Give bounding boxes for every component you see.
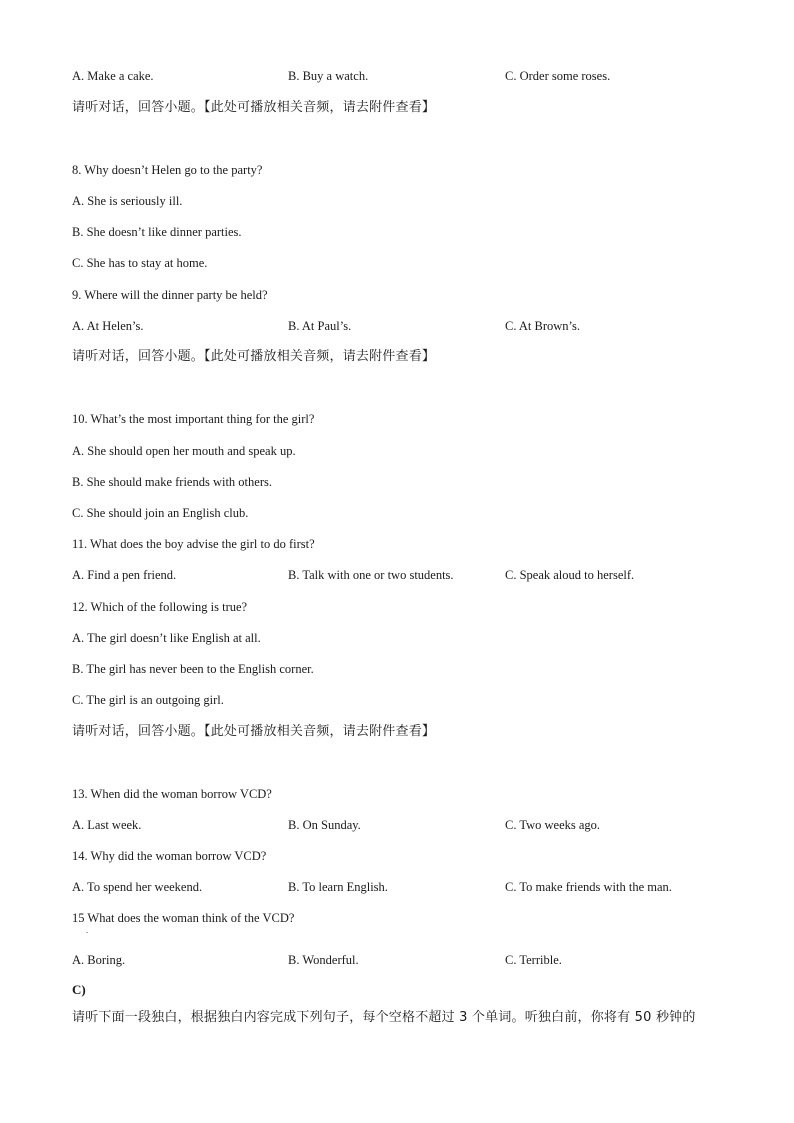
question-9: 9. Where will the dinner party be held? bbox=[72, 288, 268, 302]
section-c-instruction: 请听下面一段独白，根据独白内容完成下列句子，每个空格不超过 3 个单词。听独白前，你将有 50 秒钟的 bbox=[72, 1010, 696, 1025]
question-10: 10. What’s the most important thing for the girl? bbox=[72, 412, 315, 426]
audio-note: 请听对话，回答小题。【此处可播放相关音频，请去附件查看】 bbox=[72, 349, 436, 364]
q8-option-b: B. She doesn’t like dinner parties. bbox=[72, 225, 242, 239]
q12-option-c: C. The girl is an outgoing girl. bbox=[72, 693, 224, 707]
q7-option-c: C. Order some roses. bbox=[505, 69, 611, 83]
q11-option-b: B. Talk with one or two students. bbox=[288, 568, 454, 582]
question-14: 14. Why did the woman borrow VCD? bbox=[72, 849, 267, 863]
q13-option-a: A. Last week. bbox=[72, 818, 142, 832]
q7-option-b: B. Buy a watch. bbox=[288, 69, 369, 83]
q13-option-b: B. On Sunday. bbox=[288, 818, 361, 832]
q10-option-c: C. She should join an English club. bbox=[72, 506, 249, 520]
question-11: 11. What does the boy advise the girl to do first? bbox=[72, 537, 315, 551]
q9-option-c: C. At Brown’s. bbox=[505, 319, 581, 333]
q9-option-b: B. At Paul’s. bbox=[288, 319, 352, 333]
q15-option-c: C. Terrible. bbox=[505, 953, 562, 967]
q7-option-a: A. Make a cake. bbox=[72, 69, 154, 83]
q11-option-c: C. Speak aloud to herself. bbox=[505, 568, 635, 582]
q8-option-a: A. She is seriously ill. bbox=[72, 194, 183, 208]
q10-option-b: B. She should make friends with others. bbox=[72, 475, 272, 489]
q14-option-c: C. To make friends with the man. bbox=[505, 880, 672, 894]
q15-option-b: B. Wonderful. bbox=[288, 953, 359, 967]
question-8: 8. Why doesn’t Helen go to the party? bbox=[72, 163, 263, 177]
question-15: 15 What does the woman think of the VCD? bbox=[72, 911, 295, 925]
audio-note: 请听对话，回答小题。【此处可播放相关音频，请去附件查看】 bbox=[72, 724, 436, 739]
q9-option-a: A. At Helen’s. bbox=[72, 319, 144, 333]
section-c-label: C) bbox=[72, 982, 86, 997]
q14-option-a: A. To spend her weekend. bbox=[72, 880, 203, 894]
stray-dot: . bbox=[86, 926, 88, 935]
q11-option-a: A. Find a pen friend. bbox=[72, 568, 177, 582]
q14-option-b: B. To learn English. bbox=[288, 880, 388, 894]
q12-option-b: B. The girl has never been to the English corner. bbox=[72, 662, 314, 676]
audio-note: 请听对话，回答小题。【此处可播放相关音频，请去附件查看】 bbox=[72, 100, 436, 115]
q13-option-c: C. Two weeks ago. bbox=[505, 818, 601, 832]
question-13: 13. When did the woman borrow VCD? bbox=[72, 787, 272, 801]
q8-option-c: C. She has to stay at home. bbox=[72, 256, 208, 270]
q12-option-a: A. The girl doesn’t like English at all. bbox=[72, 631, 261, 645]
q10-option-a: A. She should open her mouth and speak up. bbox=[72, 444, 296, 458]
q15-option-a: A. Boring. bbox=[72, 953, 126, 967]
question-12: 12. Which of the following is true? bbox=[72, 600, 248, 614]
